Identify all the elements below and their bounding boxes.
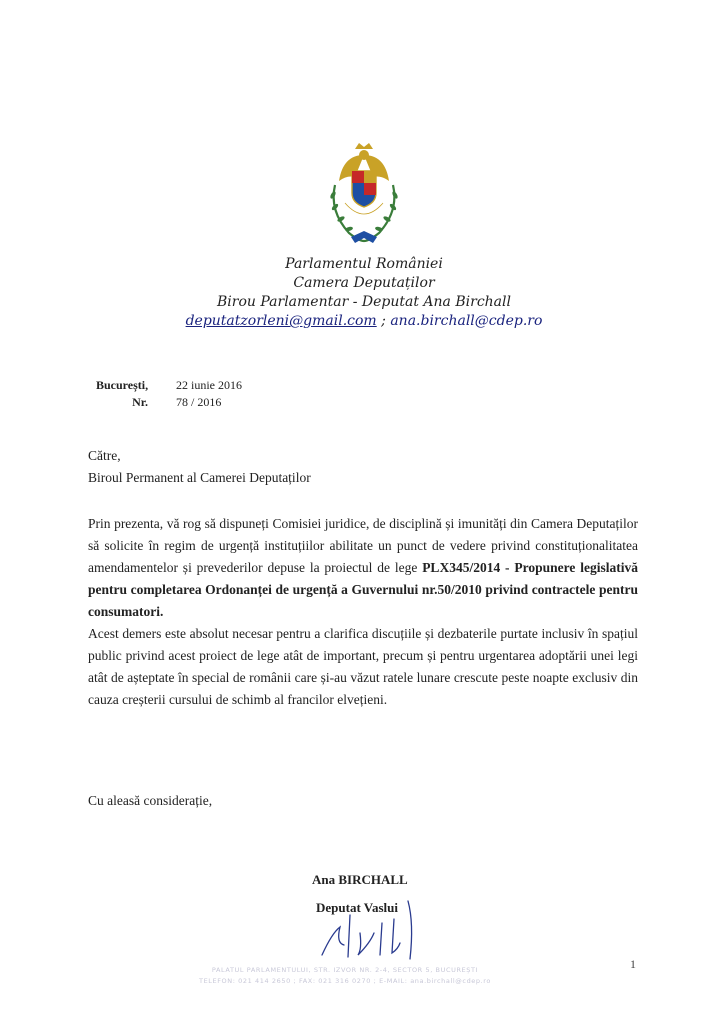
letterhead (0, 255, 728, 331)
letterhead-emails (0, 312, 728, 331)
body-paragraph-1-text: Prin prezenta, vă rog să dispuneți Comisiei juridice, de disciplină și imunități din Camera Deputaților să solicite în regim de urgență instituțiilor abilitate un punct de vedere privind constituționalitatea amendamentelor și prevederilor depuse la proiectul de lege (88, 516, 638, 575)
page-number: 1 (630, 957, 636, 971)
footer-phone: TELEFON: 021 414 2650 ; FAX: 021 316 0270 ; E-MAIL: ana.birchall@cdep.ro (199, 977, 491, 985)
letterhead-parliament: Parlamentul României (285, 256, 443, 272)
letter-number: 78 / 2016 (176, 395, 222, 409)
body-paragraph-1 (88, 513, 638, 623)
signatory-role: Deputat Vaslui (316, 900, 398, 915)
bill-reference: PLX345/2014 - Propunere legislativă pentru completarea Ordonanței de urgență a Guvernului nr.50/2010 privind contractele pentru consumatori. (88, 560, 638, 619)
footer-contact (90, 965, 600, 987)
email-link-secondary[interactable]: ana.birchall@cdep.ro (390, 313, 543, 329)
recipient: Biroul Permanent al Camerei Deputaților (88, 470, 311, 485)
letter-meta (96, 377, 242, 411)
place-label: București, (96, 378, 149, 392)
addressee-block (88, 445, 311, 489)
footer-address: PALATUL PARLAMENTULUI, STR. IZVOR NR. 2-4, SECTOR 5, BUCUREȘTI (211, 966, 479, 974)
body-paragraph-2: Acest demers este absolut necesar pentru a clarifica discuțiile și dezbaterile purtate inclusiv în spațiul public privind acest proiect de lege atât de important, precum și pentru urgentarea adoptării unei legi atât de așteptate în special de românii care și-au văzut ratele lunare crescute peste noapte exclusiv din cauza creșterii cursului de schimb al francilor elvețieni. (88, 626, 638, 707)
salutation: Către, (88, 448, 121, 463)
letter-body (88, 513, 638, 711)
letterhead-chamber: Camera Deputaților (293, 275, 435, 291)
letterhead-office: Birou Parlamentar - Deputat Ana Birchall (217, 294, 511, 310)
signatory-name: Ana BIRCHALL (312, 872, 408, 887)
chamber-of-deputies-crest-icon (321, 141, 407, 245)
closing-line: Cu aleasă considerație, (88, 793, 213, 808)
email-link-primary[interactable]: deputatzorleni@gmail.com (185, 313, 377, 329)
number-label: Nr. (132, 395, 148, 409)
handwritten-signature (310, 893, 450, 965)
letter-date: 22 iunie 2016 (176, 378, 242, 392)
email-separator: ; (376, 313, 391, 329)
